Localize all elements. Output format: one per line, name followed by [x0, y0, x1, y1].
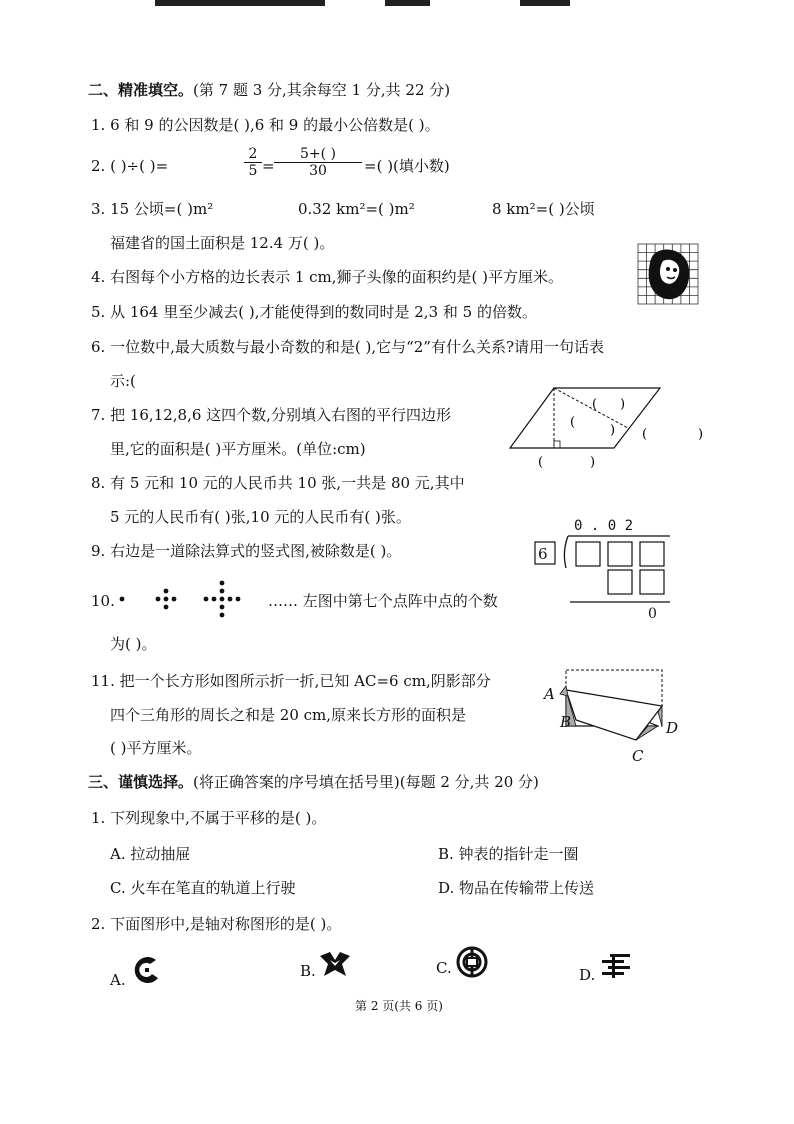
svg-text:): ) — [590, 455, 596, 470]
mc1-question: 1. 下列现象中,不属于平移的是( )。 — [91, 809, 327, 827]
q3-b: 0.32 km²=( )m² — [298, 200, 415, 218]
q5: 5. 从 164 里至少减去( ),才能使得到的数同时是 2,3 和 5 的倍数。 — [91, 303, 537, 321]
lion-grid-figure — [637, 243, 699, 305]
mc1-option-b: B. 钟表的指针走一圈 — [438, 845, 579, 863]
q10-num: 10. — [91, 592, 115, 610]
mc2-option-a: A. — [110, 971, 126, 989]
q10-text: …… 左图中第七个点阵中点的个数 — [268, 592, 498, 610]
section3-note: (将正确答案的序号填在括号里)(每题 2 分,共 20 分) — [193, 773, 539, 791]
q6-line1: 6. 一位数中,最大质数与最小奇数的和是( ),它与“2”有什么关系?请用一句话表 — [91, 338, 605, 356]
division-divisor: 6 — [538, 545, 548, 563]
mc2-option-c: C. — [436, 959, 452, 977]
division-figure — [534, 534, 674, 614]
q11-line2: 四个三角形的周长之和是 20 cm,原来长方形的面积是 — [110, 706, 467, 724]
page-footer: 第 2 页(共 6 页) — [355, 999, 443, 1013]
q11-line1: 11. 把一个长方形如图所示折一折,已知 AC=6 cm,阴影部分 — [91, 672, 491, 690]
division-remainder: 0 — [648, 606, 657, 622]
q8-line1: 8. 有 5 元和 10 元的人民币共 10 张,一共是 80 元,其中 — [91, 474, 465, 492]
q6-line2: 示:( — [110, 372, 136, 390]
mc2-option-b: B. — [300, 962, 316, 980]
mc1-option-d: D. 物品在传输带上传送 — [438, 879, 595, 897]
mc2-question: 2. 下面图形中,是轴对称图形的是( )。 — [91, 915, 342, 933]
q2-frac2 — [274, 146, 362, 179]
mc2-option-d: D. — [579, 966, 596, 984]
q2-frac2-num: 5+( ) — [299, 146, 336, 162]
q2-frac1-num: 2 — [248, 146, 258, 162]
q4: 4. 右图每个小方格的边长表示 1 cm,狮子头像的面积约是( )平方厘米。 — [91, 268, 564, 286]
logo-bird-icon — [318, 950, 352, 980]
folded-rectangle-figure — [558, 668, 668, 748]
section2-note: (第 7 题 3 分,其余每空 1 分,共 22 分) — [193, 81, 451, 99]
q3-c: 8 km²=( )公顷 — [492, 200, 595, 218]
mc1-option-a: A. 拉动抽屉 — [110, 845, 191, 863]
q2-frac2-den: 30 — [274, 162, 362, 179]
svg-text:): ) — [698, 427, 704, 442]
svg-text:(: ( — [642, 427, 648, 442]
q11-line3: ( )平方厘米。 — [110, 739, 202, 757]
top-edge-mark — [520, 0, 570, 6]
logo-circle-icon — [456, 946, 488, 978]
q11-label-c: C — [632, 747, 644, 765]
logo-stripes-icon — [600, 952, 632, 980]
svg-text:): ) — [610, 423, 616, 438]
top-edge-mark — [155, 0, 325, 6]
top-edge-mark — [385, 0, 430, 6]
q2-frac1 — [244, 146, 262, 179]
q2-start: 2. ( )÷( )= — [91, 157, 169, 175]
section3-title: 三、谨慎选择。 — [88, 773, 194, 791]
parallelogram-figure — [508, 386, 708, 470]
q1: 1. 6 和 9 的公因数是( ),6 和 9 的最小公倍数是( )。 — [91, 116, 440, 134]
svg-text:): ) — [620, 397, 626, 412]
svg-text:(: ( — [570, 415, 576, 430]
logo-c-icon — [130, 954, 164, 986]
q9: 9. 右边是一道除法算式的竖式图,被除数是( )。 — [91, 542, 402, 560]
q11-label-d: D — [666, 719, 679, 737]
svg-text:(: ( — [592, 397, 598, 412]
q2-frac1-den: 5 — [244, 162, 262, 179]
q2-eq: = — [262, 157, 275, 175]
section2-title: 二、精准填空。 — [88, 81, 194, 99]
svg-text:(: ( — [538, 455, 544, 470]
q3-d: 福建省的国土面积是 12.4 万( )。 — [110, 234, 335, 252]
q7-line2: 里,它的面积是( )平方厘米。(单位:cm) — [110, 440, 366, 458]
q11-label-a: A — [544, 685, 555, 703]
division-quotient: 0 . 0 2 — [574, 518, 634, 534]
q8-line2: 5 元的人民币有( )张,10 元的人民币有( )张。 — [110, 508, 411, 526]
q2-end: =( )(填小数) — [364, 157, 450, 175]
dot-pattern-figure — [118, 582, 258, 622]
q11-label-b: B — [560, 713, 572, 731]
q3-a: 3. 15 公顷=( )m² — [91, 200, 214, 218]
q7-line1: 7. 把 16,12,8,6 这四个数,分别填入右图的平行四边形 — [91, 406, 451, 424]
q10-line2: 为( )。 — [110, 635, 157, 653]
mc1-option-c: C. 火车在笔直的轨道上行驶 — [110, 879, 296, 897]
section3-heading — [88, 772, 539, 792]
section2-heading — [88, 80, 450, 100]
